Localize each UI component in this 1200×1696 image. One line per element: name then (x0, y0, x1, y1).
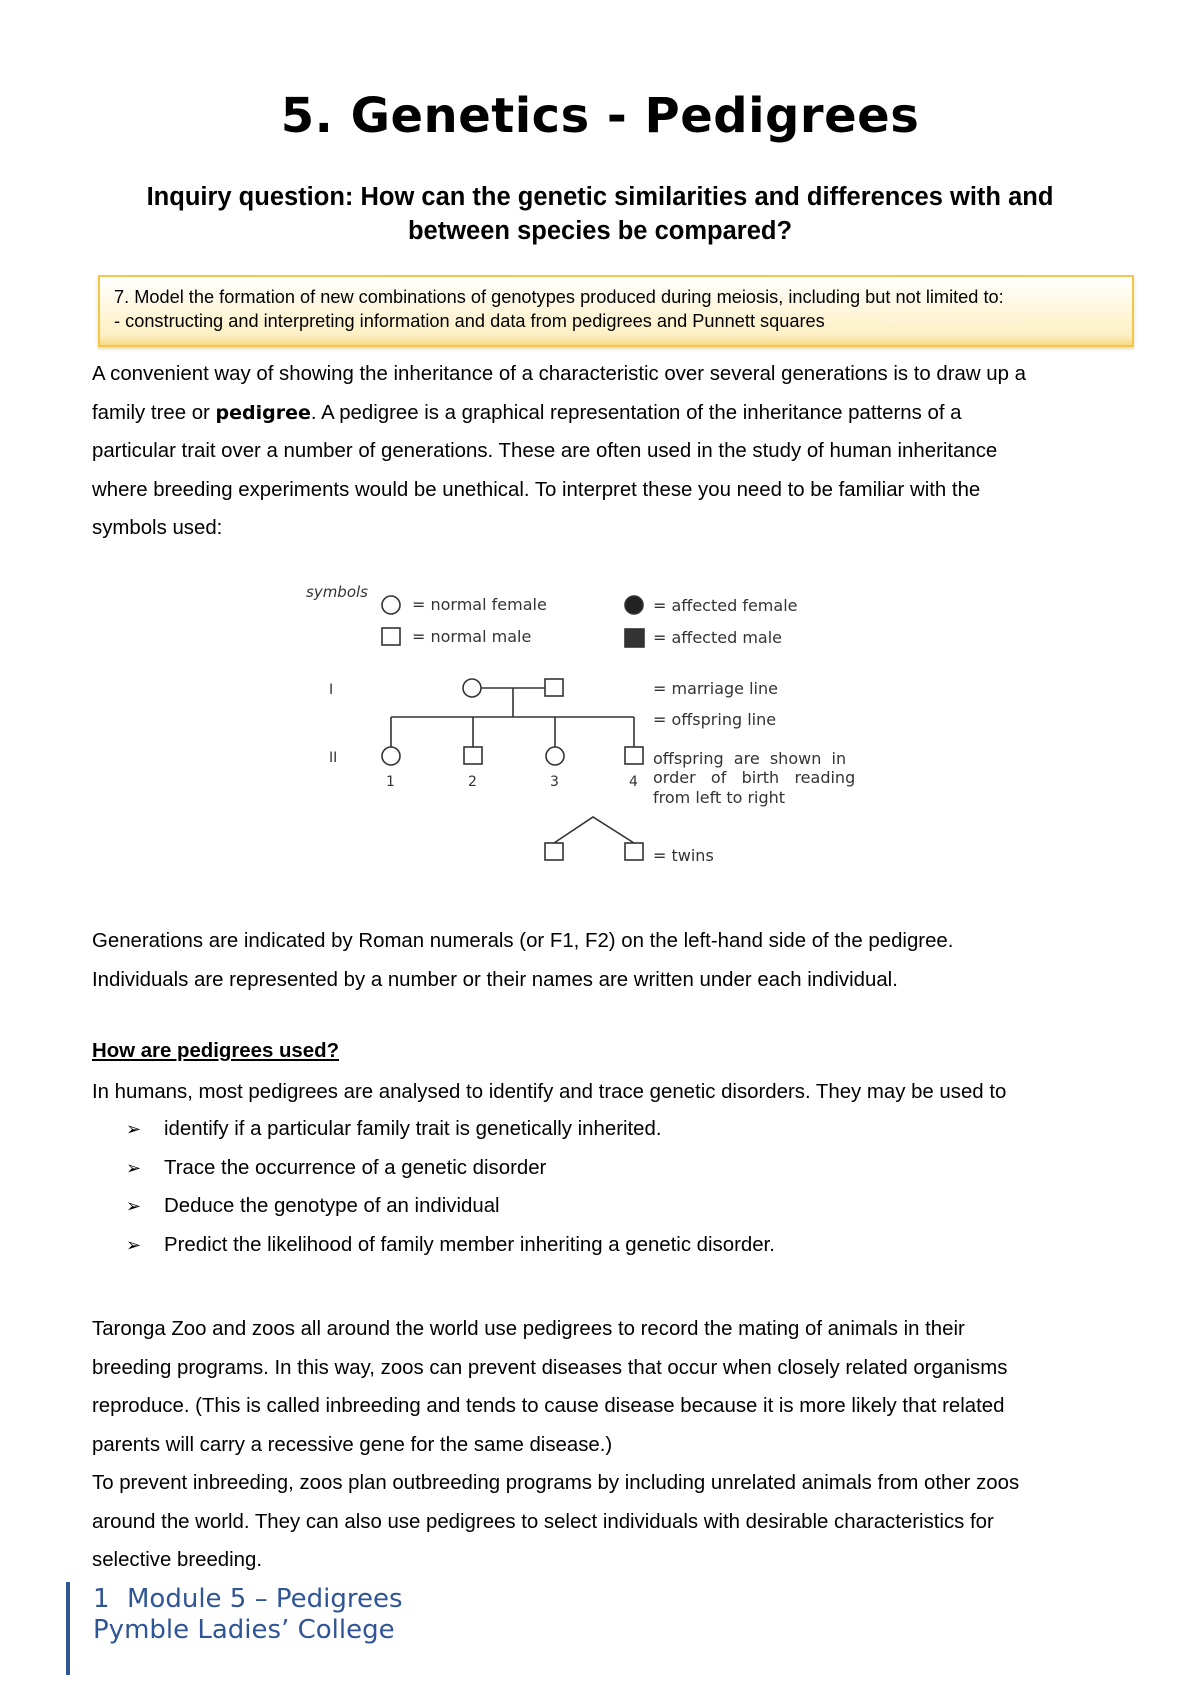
affected-male-symbol (625, 629, 644, 647)
uses-intro (92, 1073, 1122, 1112)
uses-intro-line: In humans, most pedigrees are analysed to identify and trace genetic disorders. They may be used to (92, 1081, 1007, 1103)
generations-line-1: Generations are indicated by Roman numerals (or F1, F2) on the left-hand side of the pedigree. (92, 930, 954, 952)
page-title: 5. Genetics - Pedigrees (280, 88, 920, 144)
footer-accent-bar (66, 1582, 70, 1675)
normal-male-symbol (382, 628, 400, 645)
page-footer (93, 1584, 403, 1646)
footer-module: Module 5 – Pedigrees (127, 1584, 403, 1614)
affected-female-label: = affected female (653, 596, 798, 615)
birth-order-line-3: from left to right (653, 788, 786, 807)
normal-female-label: = normal female (412, 595, 547, 614)
generations-line-2: Individuals are represented by a number or their names are written under each individual. (92, 968, 898, 991)
zoo-line-4: parents will carry a recessive gene for the same disease.) (92, 1433, 613, 1456)
affected-female-symbol (625, 596, 643, 614)
generation-1-label: I (329, 682, 334, 698)
birth-order-line-2: order of birth reading (653, 768, 856, 787)
zoo-line-7: selective breeding. (92, 1549, 263, 1571)
arrow-bullet-icon: ➢ (126, 1119, 142, 1139)
zoo-line-5: To prevent inbreeding, zoos plan outbreeding programs by including unrelated animals from other zoos (92, 1472, 1020, 1494)
list-item-text: Predict the likelihood of family member inheriting a genetic disorder. (164, 1233, 775, 1256)
intro-line-1: A convenient way of showing the inheritance of a characteristic over several generations is to draw up a (92, 363, 1026, 385)
twin-2-male-symbol (625, 843, 643, 860)
normal-male-label: = normal male (412, 627, 532, 646)
intro-line-2-post: . A pedigree is a graphical representation of the inheritance patterns of a (310, 401, 962, 424)
intro-line-2-pre: family tree or (92, 401, 216, 424)
twin-1-male-symbol (545, 843, 563, 860)
footer-school: Pymble Ladies’ College (93, 1615, 395, 1645)
twins-line (554, 817, 634, 843)
symbols-label: symbols (306, 583, 368, 601)
page-number: 1 (93, 1584, 110, 1614)
outcome-line-2: - constructing and interpreting information and data from pedigrees and Punnett squares (114, 311, 825, 331)
zoo-paragraph (92, 1310, 1122, 1580)
uses-heading: How are pedigrees used? (92, 1040, 340, 1062)
child-1-female-symbol (382, 747, 400, 765)
intro-line-4: where breeding experiments would be unethical. To interpret these you need to be familiar with the (92, 478, 981, 501)
generation-2-label: II (329, 750, 338, 766)
child-2-male-symbol (464, 747, 482, 764)
parent-male-symbol (545, 679, 563, 696)
generations-paragraph (92, 922, 1122, 999)
list-item-text: Deduce the genotype of an individual (164, 1195, 500, 1217)
list-item-text: identify if a particular family trait is genetically inherited. (164, 1118, 662, 1140)
inquiry-line-2: between species be compared? (407, 217, 793, 245)
child-3-female-symbol (546, 747, 564, 765)
child-4-male-symbol (625, 747, 643, 764)
list-item-text: Trace the occurrence of a genetic disorder (164, 1156, 547, 1179)
marriage-line-label: = marriage line (653, 679, 778, 698)
zoo-line-3: reproduce. (This is called inbreeding and tends to cause disease because it is more likely that related (92, 1395, 1005, 1417)
outcome-line-1: 7. Model the formation of new combinations of genotypes produced during meiosis, including but not limited to: (114, 287, 1004, 307)
child-4-number: 4 (629, 774, 638, 790)
zoo-line-6: around the world. They can also use pedigrees to select individuals with desirable characteristics for (92, 1510, 994, 1533)
affected-male-label: = affected male (653, 628, 782, 647)
list-item (126, 1110, 775, 1149)
arrow-bullet-icon: ➢ (126, 1234, 142, 1255)
zoo-line-2: breeding programs. In this way, zoos can prevent diseases that occur when closely related organisms (92, 1356, 1008, 1379)
parent-female-symbol (463, 679, 481, 697)
intro-line-3: particular trait over a number of generations. These are often used in the study of human inheritance (92, 440, 998, 462)
list-item (126, 1226, 775, 1265)
offspring-line-label: = offspring line (653, 710, 777, 729)
uses-bullet-list (126, 1110, 775, 1264)
list-item (126, 1187, 775, 1226)
arrow-bullet-icon: ➢ (126, 1196, 142, 1216)
child-2-number: 2 (468, 774, 477, 790)
list-item (126, 1149, 775, 1188)
inquiry-line-1: Inquiry question: How can the genetic similarities and differences with and (146, 183, 1054, 211)
zoo-line-1: Taronga Zoo and zoos all around the world use pedigrees to record the mating of animals in their (92, 1318, 965, 1340)
pedigree-term: pedigree (215, 401, 311, 424)
intro-line-5: symbols used: (92, 517, 223, 539)
child-3-number: 3 (550, 774, 559, 790)
arrow-bullet-icon: ➢ (126, 1157, 142, 1178)
child-1-number: 1 (386, 774, 395, 790)
normal-female-symbol (382, 596, 400, 614)
twins-label: = twins (653, 846, 714, 865)
birth-order-line-1: offspring are shown in (653, 749, 847, 768)
